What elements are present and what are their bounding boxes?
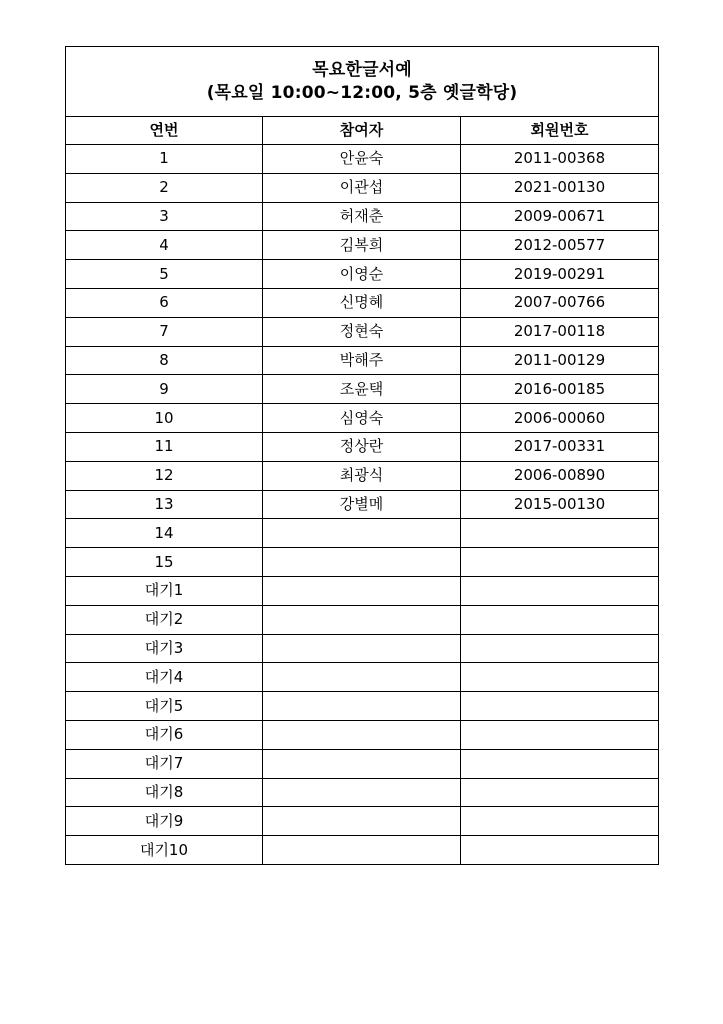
member-id-cell: 2015-00130 <box>461 490 659 519</box>
table-row <box>66 461 659 490</box>
participant-cell <box>263 692 461 721</box>
table-row <box>66 836 659 865</box>
row-number-cell: 8 <box>66 346 263 375</box>
participant-cell <box>263 749 461 778</box>
table-row <box>66 231 659 260</box>
table-body <box>66 145 659 865</box>
row-number-cell: 대기7 <box>66 749 263 778</box>
header-row <box>66 117 659 145</box>
table-row <box>66 692 659 721</box>
row-number-cell: 대기10 <box>66 836 263 865</box>
participant-cell <box>263 605 461 634</box>
member-id-cell: 2011-00368 <box>461 145 659 174</box>
member-id-cell: 2017-00331 <box>461 432 659 461</box>
table-row <box>66 519 659 548</box>
row-number-cell: 대기3 <box>66 634 263 663</box>
row-number-cell: 7 <box>66 317 263 346</box>
participant-cell: 심영숙 <box>263 404 461 433</box>
table-row <box>66 202 659 231</box>
member-id-cell: 2016-00185 <box>461 375 659 404</box>
participant-cell: 김복희 <box>263 231 461 260</box>
header-number: 연번 <box>66 117 263 145</box>
member-id-cell: 2007-00766 <box>461 288 659 317</box>
row-number-cell: 12 <box>66 461 263 490</box>
row-number-cell: 13 <box>66 490 263 519</box>
member-id-cell <box>461 836 659 865</box>
table-row <box>66 778 659 807</box>
row-number-cell: 대기5 <box>66 692 263 721</box>
row-number-cell: 대기9 <box>66 807 263 836</box>
member-id-cell: 2021-00130 <box>461 173 659 202</box>
class-title: 목요한글서예 <box>312 59 412 80</box>
table-row <box>66 346 659 375</box>
participant-cell <box>263 634 461 663</box>
attendance-table <box>65 46 659 865</box>
title-cell <box>66 47 659 117</box>
participant-cell: 안윤숙 <box>263 145 461 174</box>
table-row <box>66 605 659 634</box>
member-id-cell: 2009-00671 <box>461 202 659 231</box>
participant-cell <box>263 576 461 605</box>
member-id-cell <box>461 634 659 663</box>
row-number-cell: 6 <box>66 288 263 317</box>
row-number-cell: 10 <box>66 404 263 433</box>
participant-cell: 정상란 <box>263 432 461 461</box>
title-row <box>66 47 659 117</box>
participant-cell <box>263 836 461 865</box>
table-row <box>66 749 659 778</box>
row-number-cell: 2 <box>66 173 263 202</box>
participant-cell: 조윤택 <box>263 375 461 404</box>
member-id-cell <box>461 663 659 692</box>
member-id-cell <box>461 807 659 836</box>
member-id-cell: 2006-00890 <box>461 461 659 490</box>
table-row <box>66 317 659 346</box>
row-number-cell: 대기1 <box>66 576 263 605</box>
row-number-cell: 11 <box>66 432 263 461</box>
table-row <box>66 490 659 519</box>
table-row <box>66 432 659 461</box>
member-id-cell <box>461 749 659 778</box>
table-row <box>66 634 659 663</box>
participant-cell: 이영순 <box>263 260 461 289</box>
header-member-id: 회원번호 <box>461 117 659 145</box>
table-row <box>66 720 659 749</box>
row-number-cell: 14 <box>66 519 263 548</box>
table-row <box>66 288 659 317</box>
member-id-cell: 2019-00291 <box>461 260 659 289</box>
participant-cell <box>263 663 461 692</box>
participant-cell: 신명혜 <box>263 288 461 317</box>
member-id-cell: 2011-00129 <box>461 346 659 375</box>
participant-cell: 강별메 <box>263 490 461 519</box>
row-number-cell: 4 <box>66 231 263 260</box>
participant-cell: 정현숙 <box>263 317 461 346</box>
table-row <box>66 145 659 174</box>
member-id-cell <box>461 720 659 749</box>
table-row <box>66 548 659 577</box>
row-number-cell: 3 <box>66 202 263 231</box>
row-number-cell: 9 <box>66 375 263 404</box>
participant-cell <box>263 807 461 836</box>
member-id-cell <box>461 548 659 577</box>
participant-cell: 이관섭 <box>263 173 461 202</box>
participant-cell <box>263 519 461 548</box>
row-number-cell: 1 <box>66 145 263 174</box>
member-id-cell <box>461 605 659 634</box>
member-id-cell: 2017-00118 <box>461 317 659 346</box>
participant-cell: 최광식 <box>263 461 461 490</box>
member-id-cell <box>461 519 659 548</box>
row-number-cell: 대기2 <box>66 605 263 634</box>
participant-cell: 박해주 <box>263 346 461 375</box>
class-schedule: (목요일 10:00~12:00, 5층 옛글학당) <box>206 82 518 103</box>
member-id-cell <box>461 778 659 807</box>
table-row <box>66 375 659 404</box>
row-number-cell: 5 <box>66 260 263 289</box>
participant-cell: 허재춘 <box>263 202 461 231</box>
header-participant: 참여자 <box>263 117 461 145</box>
row-number-cell: 15 <box>66 548 263 577</box>
row-number-cell: 대기6 <box>66 720 263 749</box>
row-number-cell: 대기8 <box>66 778 263 807</box>
table-row <box>66 404 659 433</box>
table-row <box>66 807 659 836</box>
member-id-cell: 2006-00060 <box>461 404 659 433</box>
table-row <box>66 260 659 289</box>
table-row <box>66 663 659 692</box>
table-row <box>66 576 659 605</box>
participant-cell <box>263 548 461 577</box>
participant-cell <box>263 778 461 807</box>
member-id-cell <box>461 576 659 605</box>
table-row <box>66 173 659 202</box>
member-id-cell: 2012-00577 <box>461 231 659 260</box>
row-number-cell: 대기4 <box>66 663 263 692</box>
member-id-cell <box>461 692 659 721</box>
participant-cell <box>263 720 461 749</box>
